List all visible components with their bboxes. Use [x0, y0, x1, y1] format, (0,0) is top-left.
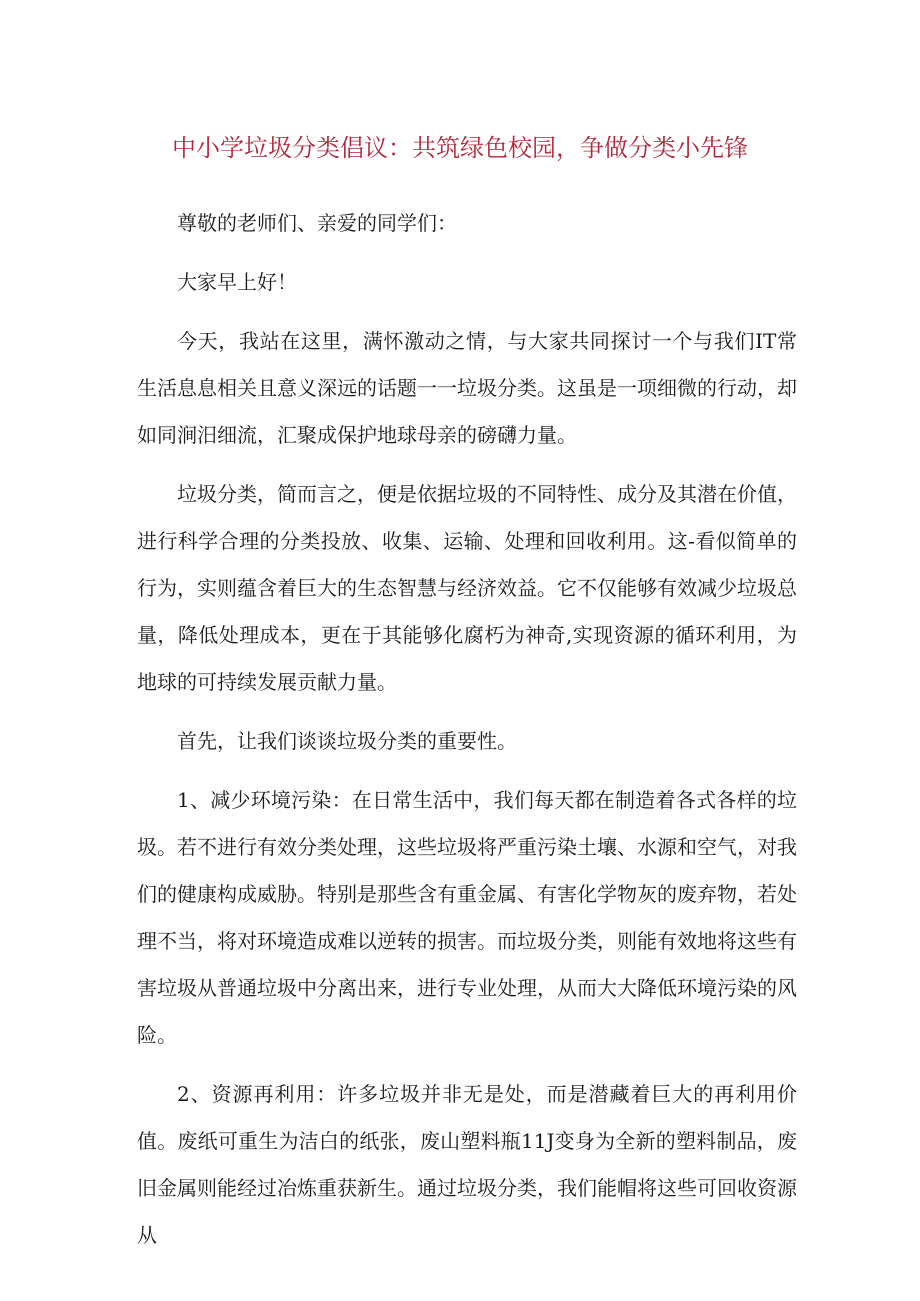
- intro-paragraph: 今天，我站在这里，满怀激动之情，与大家共同探讨一个与我们IT常生活息息相关且意义深远的话题一一垃圾分类。这虽是一项细微的行动，却如同涧汨细流，汇聚成保护地球母亲的磅礴力量。: [137, 329, 797, 447]
- importance-heading-paragraph: 首先，让我们谈谈垃圾分类的重要性。: [177, 729, 517, 753]
- greeting-paragraph: 大家早上好！: [177, 270, 297, 294]
- document-body: [137, 200, 797, 1271]
- definition-paragraph: 垃圾分类，简而言之，便是依据垃圾的不同特性、成分及其潜在价值，进行科学合理的分类投放、收集、运输、处理和回收利用。这-看似简单的行为，实则蕴含着巨大的生态智慧与经济效益。它不仅能够有效减少垃圾总量，降低处理成本，更在于其能够化腐朽为神奇,实现资源的循环利用，为地球的可持续发展贡献力量。: [137, 482, 797, 694]
- point-2-paragraph: 2、资源再利用：许多垃圾并非无是处，而是潜藏着巨大的再利用价值。废纸可重生为洁白的纸张，废山塑料瓶11J变身为全新的塑料制品，废旧金属则能经过冶炼重获新生。通过垃圾分类，我们能帽将这些可回收资源从: [137, 1082, 797, 1247]
- salutation-paragraph: 尊敬的老师们、亲爱的同学们：: [177, 211, 457, 235]
- point-1-paragraph: 1、减少环境污染：在日常生活中，我们每天都在制造着各式各样的垃圾。若不进行有效分类处理，这些垃圾将严重污染土壤、水源和空气，对我们的健康构成威胁。特别是那些含有重金属、有害化学物灰的废弃物，若处理不当，将对环境造成难以逆转的损害。而垃圾分类，则能有效地将这些有害垃圾从普通垃圾中分离出来，进行专业处理，从而大大降低环境污染的风险。: [137, 788, 797, 1047]
- document-title: 中小学垃圾分类倡议：共筑绿色校园，争做分类小先锋: [172, 134, 748, 162]
